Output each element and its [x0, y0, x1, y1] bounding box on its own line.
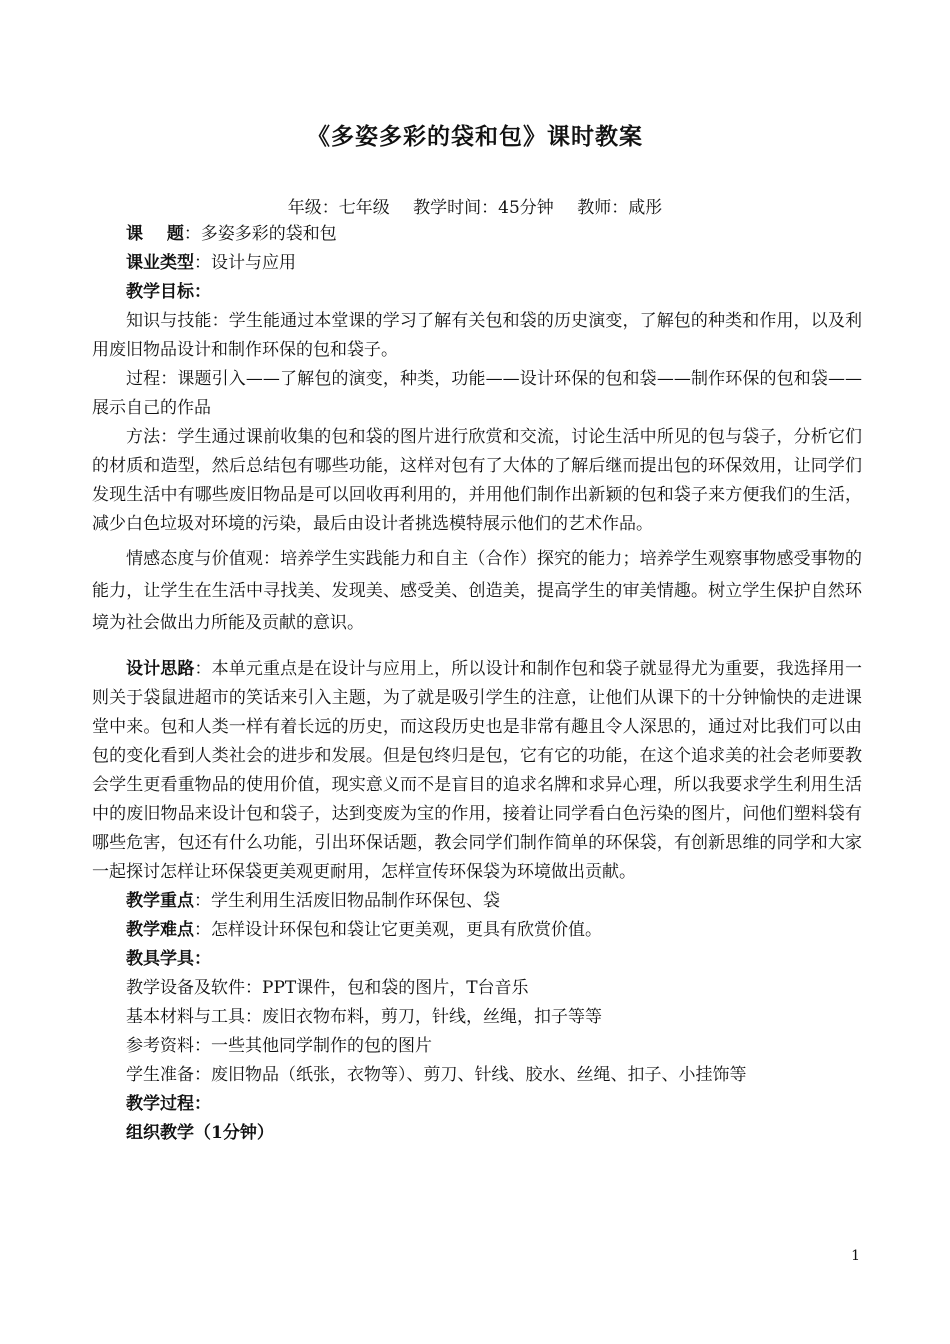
document-title: 《多姿多彩的袋和包》课时教案 [307, 123, 643, 150]
tools-item: 基本材料与工具：废旧衣物布料，剪刀，针线，丝绳，扣子等等 [126, 1007, 602, 1027]
duration-info: 教学时间：45分钟 [413, 198, 554, 218]
teacher-info: 教师：咸彤 [577, 198, 663, 218]
key-point-line [92, 887, 862, 916]
goal-method: 方法：学生通过课前收集的包和袋的图片进行欣赏和交流，讨论生活中所见的包与袋子，分析它们的材质和造型，然后总结包有哪些功能，这样对包有了大体的了解后继而提出包的环保效用，让同学们发现生活中有哪些废旧物品是可以回收再利用的，并用他们制作出新颖的包和袋子来方便我们的生活，减少白色垃圾对环境的污染，最后由设计者挑选模特展示他们的艺术作品。 [92, 427, 862, 534]
goal-knowledge: 知识与技能：学生能通过本堂课的学习了解有关包和袋的历史演变，了解包的种类和作用，以及利用废旧物品设计和制作环保的包和袋子。 [92, 311, 862, 360]
design-label: 设计思路 [126, 659, 195, 679]
lesson-meta [0, 193, 950, 218]
design-paragraph [92, 655, 862, 887]
key-point-value: ：学生利用生活废旧物品制作环保包、袋 [194, 891, 500, 911]
process-heading: 教学过程： [126, 1094, 211, 1114]
difficulty-value: ：怎样设计环保包和袋让它更美观，更具有欣赏价值。 [194, 920, 602, 940]
goal-process: 过程：课题引入——了解包的演变，种类，功能——设计环保的包和袋——制作环保的包和袋——展示自己的作品 [92, 369, 862, 418]
tools-item: 学生准备：废旧物品（纸张，衣物等）、剪刀、针线、胶水、丝绳、扣子、小挂饰等 [126, 1065, 747, 1085]
tools-item: 教学设备及软件：PPT课件，包和袋的图片，T台音乐 [126, 978, 529, 998]
document-body [92, 220, 862, 1148]
tools-item: 参考资料：一些其他同学制作的包的图片 [126, 1036, 432, 1056]
lesson-type-value: ：设计与应用 [194, 253, 296, 273]
process-step-organize: 组织教学（1分钟） [126, 1123, 274, 1143]
grade-info: 年级：七年级 [287, 198, 390, 218]
topic-label-b: 题 [166, 224, 184, 244]
goals-heading: 教学目标： [126, 282, 211, 302]
difficulty-line [92, 916, 862, 945]
topic-label-a: 课 [126, 224, 167, 244]
spacer [92, 639, 862, 655]
lesson-type-line [92, 249, 862, 278]
page-number: 1 [851, 1248, 860, 1264]
topic-value: ：多姿多彩的袋和包 [183, 224, 337, 244]
lesson-type-label: 课业类型 [126, 253, 194, 273]
topic-line [92, 220, 862, 249]
tools-heading: 教具学具： [126, 949, 211, 969]
difficulty-label: 教学难点 [126, 920, 194, 940]
key-point-label: 教学重点 [126, 891, 194, 911]
goal-emotion: 情感态度与价值观：培养学生实践能力和自主（合作）探究的能力；培养学生观察事物感受事物的能力，让学生在生活中寻找美、发现美、感受美、创造美，提高学生的审美情趣。树立学生保护自然环境为社会做出力所能及贡献的意识。 [92, 549, 862, 633]
design-text: ：本单元重点是在设计与应用上，所以设计和制作包和袋子就显得尤为重要，我选择用一则关于袋鼠进超市的笑话来引入主题，为了就是吸引学生的注意，让他们从课下的十分钟愉快的走进课堂中来。包和人类一样有着长远的历史，而这段历史也是非常有趣且令人深思的，通过对比我们可以由包的变化看到人类社会的进步和发展。但是包终归是包，它有它的功能，在这个追求美的社会老师要教会学生更看重物品的使用价值，现实意义而不是盲目的追求名牌和求异心理，所以我要求学生利用生活中的废旧物品来设计包和袋子，达到变废为宝的作用，接着让同学看白色污染的图片，问他们塑料袋有哪些危害，包还有什么功能，引出环保话题，教会同学们制作简单的环保袋，有创新思维的同学和大家一起探讨怎样让环保袋更美观更耐用，怎样宣传环保袋为环境做出贡献。 [92, 659, 863, 882]
